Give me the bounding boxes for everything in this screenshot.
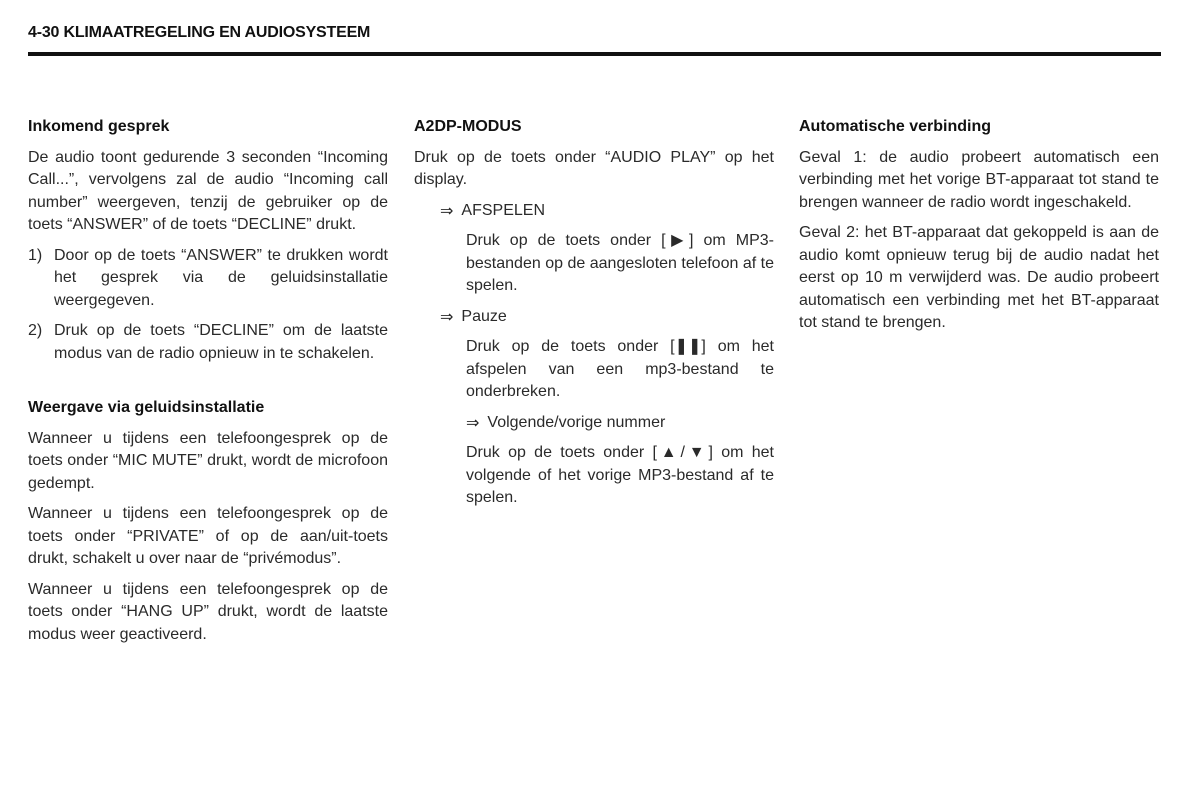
list-item-number: 2) xyxy=(28,322,43,339)
auto-connect-heading: Automatische verbinding xyxy=(799,118,992,135)
arrow-right-icon: ⇒ xyxy=(466,412,480,432)
header-rule xyxy=(28,52,1161,56)
arrow-right-icon: ⇒ xyxy=(440,306,454,326)
pause-step xyxy=(414,306,774,329)
column-left xyxy=(28,116,388,654)
mic-mute-paragraph: Wanneer u tijdens een telefoongesprek op de toets onder “MIC MUTE” drukt, wordt de microfoon gedempt. xyxy=(28,429,388,492)
next-step xyxy=(414,412,774,435)
play-label: AFSPELEN xyxy=(461,201,545,219)
incoming-call-text: De audio toont gedurende 3 seconden “Incoming Call...”, vervolgens zal de audio “Incoming call number” weergeven, tenzij de gebruiker op de toets “ANSWER” of de toets “DECLINE” drukt. xyxy=(28,148,388,233)
next-text: Druk op de toets onder [▲/▼] om het volgende of het vorige MP3-bestand af te spelen. xyxy=(466,444,774,506)
next-label: Volgende/vorige nummer xyxy=(487,413,666,431)
hang-up-paragraph: Wanneer u tijdens een telefoongesprek op de toets onder “HANG UP” drukt, wordt de laatste modus weer geactiveerd. xyxy=(28,580,388,643)
pause-text: Druk op de toets onder [❚❚] om het afspelen van een mp3-bestand te onderbreken. xyxy=(466,338,774,400)
list-item xyxy=(28,320,388,365)
list-item-number: 1) xyxy=(28,246,43,264)
pause-label: Pauze xyxy=(461,307,507,325)
column-right xyxy=(799,116,1159,343)
incoming-call-heading: Inkomend gesprek xyxy=(28,118,170,135)
arrow-right-icon: ⇒ xyxy=(440,200,454,220)
a2dp-heading: A2DP-MODUS xyxy=(414,118,522,135)
page-header: 4-30 KLIMAATREGELING EN AUDIOSYSTEEM xyxy=(28,24,371,41)
audio-display-heading: Weergave via geluidsinstallatie xyxy=(28,399,265,416)
play-text: Druk op de toets onder [▶] om MP3-bestanden op de aangesloten telefoon af te spelen. xyxy=(466,232,774,294)
case-2-text: Geval 2: het BT-apparaat dat gekoppeld is aan de audio komt opnieuw terug bij de audio nadat het eerst op 10 m verwijderd was. De audio probeert automatisch een verbinding met het BT-apparaat tot stand te brengen. xyxy=(799,224,1159,331)
list-item-text: Druk op de toets “DECLINE” om de laatste modus van de radio opnieuw in te schakelen. xyxy=(54,322,388,362)
private-paragraph: Wanneer u tijdens een telefoongesprek op de toets onder “PRIVATE” of op de aan/uit-toets drukt, schakelt u over naar de “privémodus”. xyxy=(28,505,388,567)
case-1-text: Geval 1: de audio probeert automatisch een verbinding met het vorige BT-apparaat tot stand te brengen wanneer de radio wordt ingeschakeld. xyxy=(799,148,1159,211)
column-middle xyxy=(414,116,774,518)
list-item-text: Door op de toets “ANSWER” te drukken wordt het gesprek via de geluidsinstallatie weergegeven. xyxy=(54,246,388,309)
list-item xyxy=(28,245,388,313)
play-step xyxy=(414,200,774,223)
a2dp-intro: Druk op de toets onder “AUDIO PLAY” op het display. xyxy=(414,148,774,188)
